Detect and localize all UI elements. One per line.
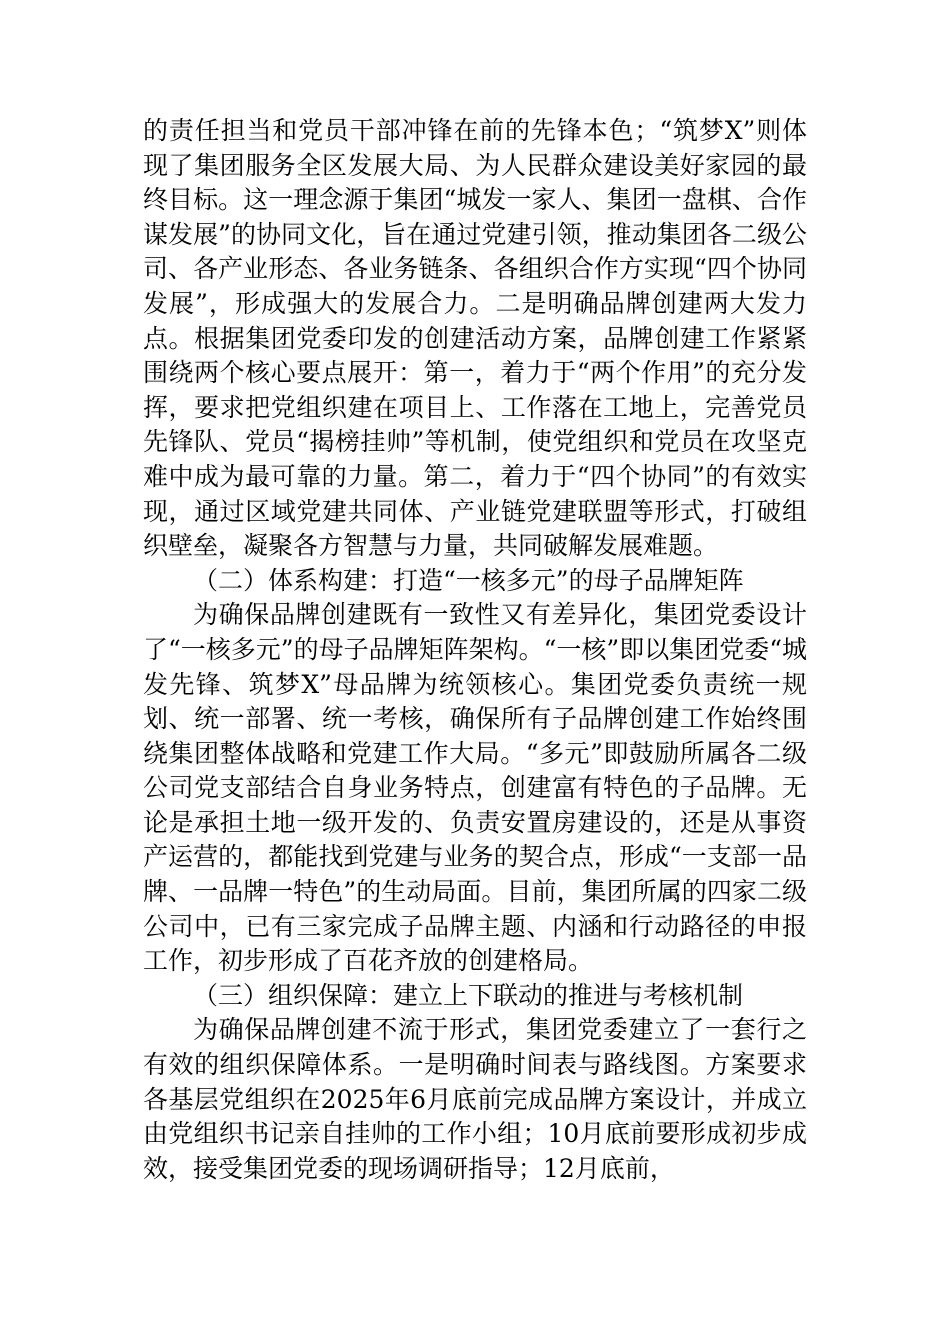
section-heading-system-construction: （二）体系构建：打造“一核多元”的母子品牌矩阵 — [193, 565, 744, 595]
paragraph-brand-matrix: 为确保品牌创建既有一致性又有差异化，集团党委设计了“一核多元”的母子品牌矩阵架构。“一核”即以集团党委“城发先锋、筑梦X”母品牌为统领核心。集团党委负责统一规划、统一部署、统一考核，确保所有子品牌创建工作始终围绕集团整体战略和党建工作大局。“多元”即鼓励所属各二级公司党支部结合自身业务特点，创建富有特色的子品牌。无论是承担土地一级开发的、负责安置房建设的，还是从事资产运营的，都能找到党建与业务的契合点，形成“一支部一品牌、一品牌一特色”的生动局面。目前，集团所属的四家二级公司中，已有三家完成子品牌主题、内涵和行动路径的申报工作，初步形成了百花齐放的创建格局。 — [143, 600, 807, 976]
paragraph-guarantee-system: 为确保品牌创建不流于形式，集团党委建立了一套行之有效的组织保障体系。一是明确时间表与路线图。方案要求各基层党组织在2025年6月底前完成品牌方案设计，并成立由党组织书记亲自挂帅的工作小组；10月底前要形成初步成效，接受集团党委的现场调研指导；12月底前， — [143, 1015, 807, 1183]
section-heading-organizational-guarantee: （三）组织保障：建立上下联动的推进与考核机制 — [193, 980, 744, 1010]
document-body — [143, 114, 807, 1186]
paragraph-brand-concept: 的责任担当和党员干部冲锋在前的先锋本色；“筑梦X”则体现了集团服务全区发展大局、为人民群众建设美好家园的最终目标。这一理念源于集团“城发一家人、集团一盘棋、合作谋发展”的协同文化，旨在通过党建引领，推动集团各二级公司、各产业形态、各业务链条、各组织合作方实现“四个协同发展”，形成强大的发展合力。二是明确品牌创建两大发力点。根据集团党委印发的创建活动方案，品牌创建工作紧紧围绕两个核心要点展开：第一，着力于“两个作用”的充分发挥，要求把党组织建在项目上、工作落在工地上，完善党员先锋队、党员“揭榜挂帅”等机制，使党组织和党员在攻坚克难中成为最可靠的力量。第二，着力于“四个协同”的有效实现，通过区域党建共同体、产业链党建联盟等形式，打破组织壁垒，凝聚各方智慧与力量，共同破解发展难题。 — [143, 116, 807, 561]
